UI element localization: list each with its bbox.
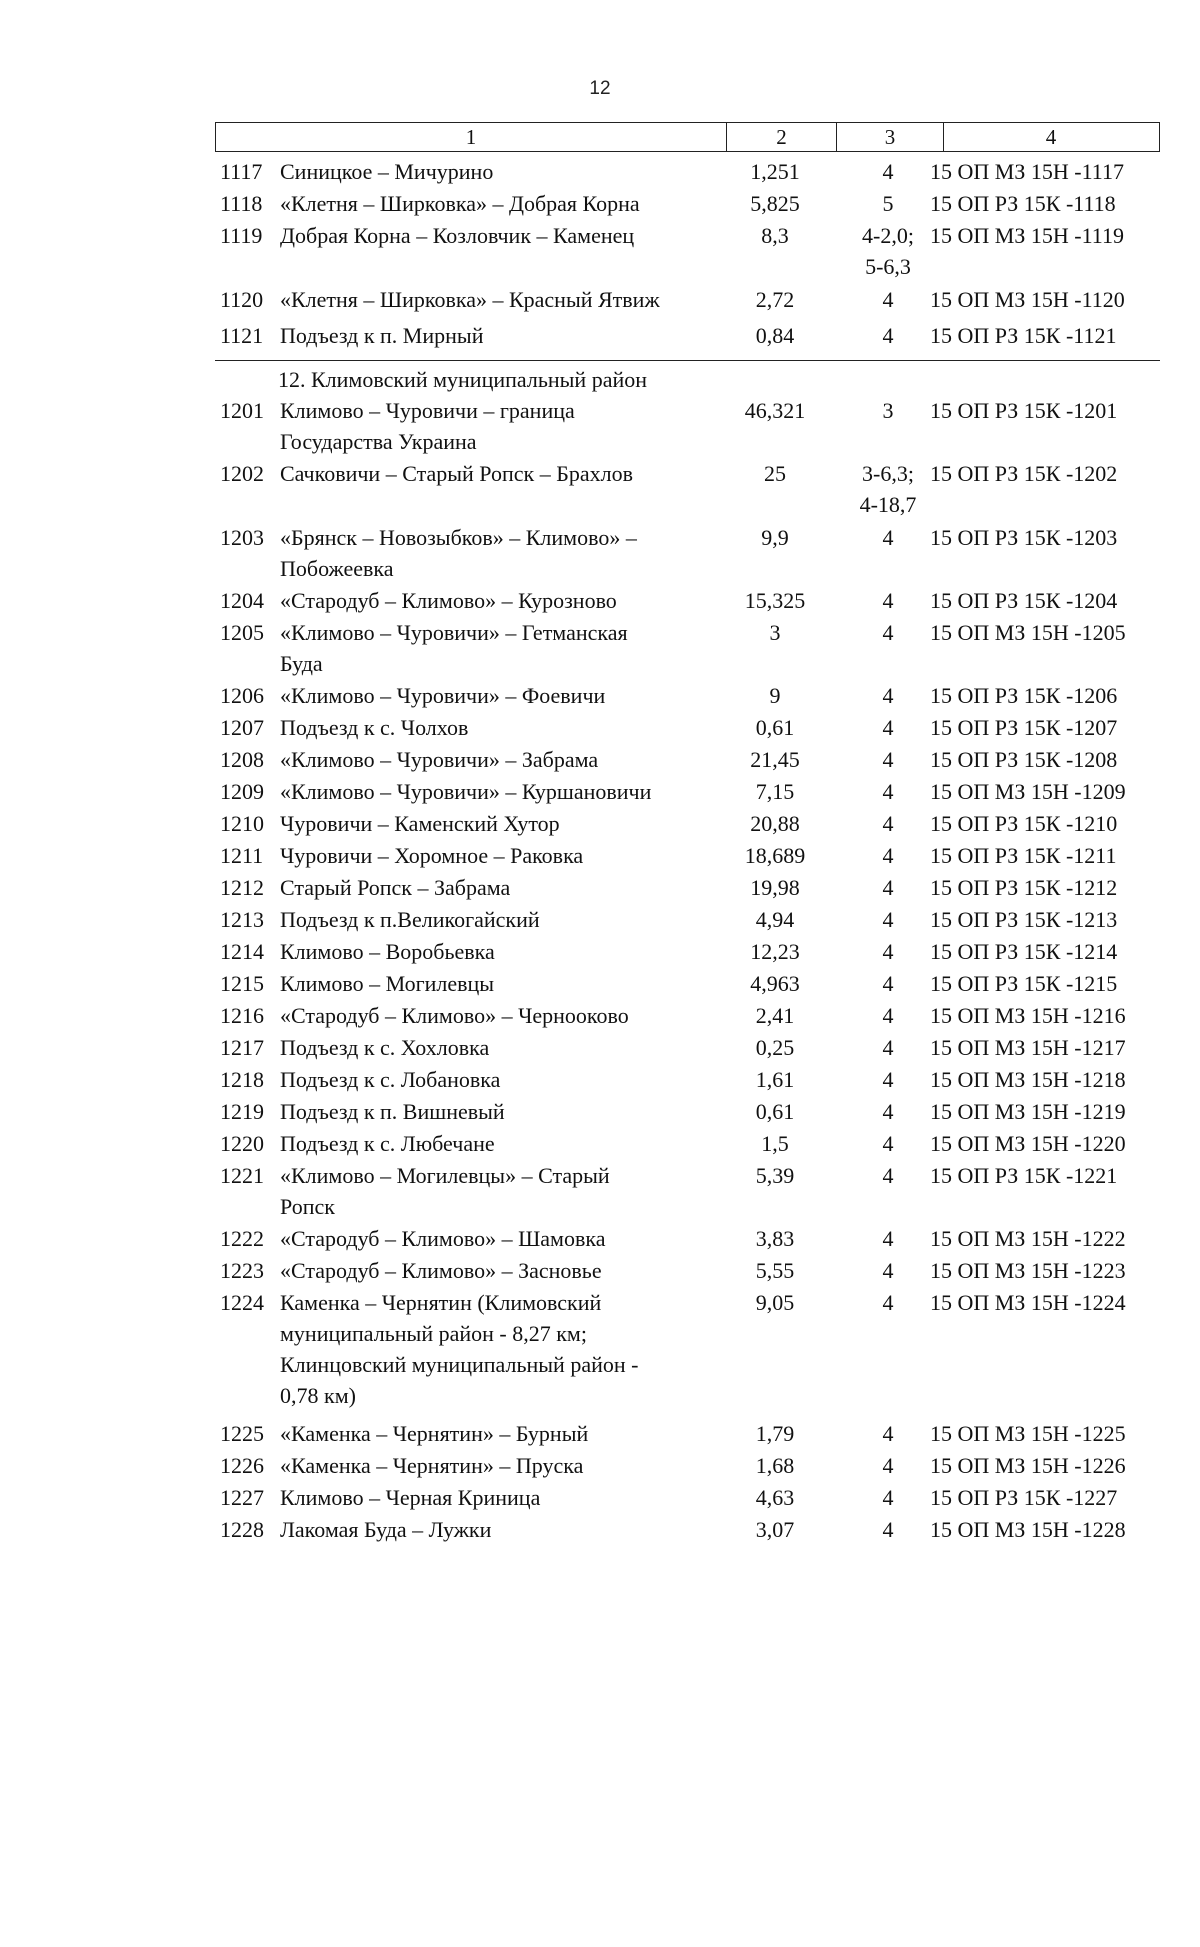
table-row xyxy=(0,776,1200,807)
road-code: 15 ОП РЗ 15К -1202 xyxy=(930,461,1118,486)
road-number: 1214 xyxy=(220,939,264,964)
road-category: 4 xyxy=(882,1226,894,1251)
road-name: Синицкое – Мичурино xyxy=(280,159,494,184)
road-length: 0,61 xyxy=(755,1099,795,1124)
road-number: 1228 xyxy=(220,1517,264,1542)
road-code: 15 ОП МЗ 15Н -1225 xyxy=(930,1421,1126,1446)
page-number: 12 xyxy=(589,78,611,99)
road-category: 4 xyxy=(882,1067,894,1092)
road-number: 1211 xyxy=(220,843,264,868)
road-length: 25 xyxy=(764,461,786,486)
road-code: 15 ОП РЗ 15К -1204 xyxy=(930,588,1118,613)
road-name: «Климово – Чуровичи» – Фоевичи xyxy=(280,683,606,708)
road-name: Лакомая Буда – Лужки xyxy=(280,1517,492,1542)
table-row xyxy=(0,1160,1200,1222)
road-length: 4,963 xyxy=(750,971,800,996)
table-row xyxy=(0,904,1200,935)
road-number: 1224 xyxy=(220,1290,264,1315)
table-row xyxy=(0,220,1200,282)
table-row xyxy=(0,1482,1200,1513)
road-code: 15 ОП МЗ 15Н -1117 xyxy=(930,159,1124,184)
road-code: 15 ОП РЗ 15К -1207 xyxy=(930,715,1118,740)
road-category: 3 xyxy=(882,398,894,423)
road-number: 1119 xyxy=(220,223,263,248)
road-length: 21,45 xyxy=(750,747,800,772)
road-name: Подъезд к п. Вишневый xyxy=(280,1099,505,1124)
road-number: 1204 xyxy=(220,588,264,613)
road-length: 2,72 xyxy=(755,287,795,312)
road-length: 8,3 xyxy=(761,223,789,248)
road-category: 4 xyxy=(882,811,894,836)
road-number: 1117 xyxy=(220,159,263,184)
table-row xyxy=(0,284,1200,315)
road-code: 15 ОП РЗ 15К -1208 xyxy=(930,747,1118,772)
road-length: 19,98 xyxy=(750,875,800,900)
road-code: 15 ОП МЗ 15Н -1216 xyxy=(930,1003,1126,1028)
road-length: 1,79 xyxy=(755,1421,795,1446)
road-code: 15 ОП МЗ 15Н -1217 xyxy=(930,1035,1126,1060)
road-length: 1,5 xyxy=(761,1131,789,1156)
road-length: 0,84 xyxy=(755,323,795,348)
road-number: 1203 xyxy=(220,525,264,550)
road-length: 4,63 xyxy=(755,1485,795,1510)
road-name: Старый Ропск – Забрама xyxy=(280,875,511,900)
section-title: 12. Климовский муниципальный район xyxy=(278,367,648,392)
road-length: 5,825 xyxy=(750,191,800,216)
header-col-4: 4 xyxy=(943,123,1158,151)
road-category: 4 xyxy=(882,1099,894,1124)
road-name: Климово – Чуровичи – граница xyxy=(280,398,575,423)
road-category: 4 xyxy=(882,1035,894,1060)
road-number: 1118 xyxy=(220,191,263,216)
table-row xyxy=(0,1064,1200,1095)
road-length: 2,41 xyxy=(755,1003,795,1028)
road-number: 1225 xyxy=(220,1421,264,1446)
road-length: 3,83 xyxy=(755,1226,795,1251)
header-col-2: 2 xyxy=(726,123,836,151)
road-number: 1209 xyxy=(220,779,264,804)
table-row xyxy=(0,1255,1200,1286)
road-name: Климово – Воробьевка xyxy=(280,939,495,964)
road-category: 4 xyxy=(882,1517,894,1542)
table-row xyxy=(0,617,1200,679)
road-category: 4 xyxy=(882,525,894,550)
road-category: 3-6,3; xyxy=(862,461,914,486)
table-row xyxy=(0,712,1200,743)
road-category: 4 xyxy=(882,971,894,996)
road-length: 0,25 xyxy=(755,1035,795,1060)
road-number: 1217 xyxy=(220,1035,264,1060)
road-category: 4 xyxy=(882,939,894,964)
table-row xyxy=(0,1287,1200,1411)
road-length: 46,321 xyxy=(744,398,806,423)
road-number: 1221 xyxy=(220,1163,264,1188)
road-number: 1207 xyxy=(220,715,264,740)
road-category: 4 xyxy=(882,1485,894,1510)
road-length: 15,325 xyxy=(744,588,806,613)
road-name: «Клетня – Ширковка» – Красный Ятвиж xyxy=(280,287,660,312)
road-category: 4 xyxy=(882,159,894,184)
road-name: Каменка – Чернятин (Климовский xyxy=(280,1290,602,1315)
road-number: 1210 xyxy=(220,811,264,836)
road-code: 15 ОП МЗ 15Н -1218 xyxy=(930,1067,1126,1092)
road-name: «Каменка – Чернятин» – Бурный xyxy=(280,1421,589,1446)
table-row xyxy=(0,872,1200,903)
road-name: Подъезд к с. Любечане xyxy=(280,1131,495,1156)
road-length: 1,251 xyxy=(750,159,800,184)
road-code: 15 ОП РЗ 15К -1211 xyxy=(930,843,1117,868)
road-name: Подъезд к с. Хохловка xyxy=(280,1035,490,1060)
road-name: «Каменка – Чернятин» – Пруска xyxy=(280,1453,584,1478)
table-row xyxy=(0,968,1200,999)
road-name: «Брянск – Новозыбков» – Климово» – xyxy=(280,525,637,550)
road-name: Государства Украина xyxy=(280,429,477,454)
road-number: 1212 xyxy=(220,875,264,900)
road-name: «Стародуб – Климово» – Шамовка xyxy=(280,1226,606,1251)
road-category: 4 xyxy=(882,1258,894,1283)
road-length: 18,689 xyxy=(744,843,806,868)
table-row xyxy=(0,1000,1200,1031)
road-length: 5,55 xyxy=(755,1258,795,1283)
road-category: 4 xyxy=(882,1003,894,1028)
road-category: 4 xyxy=(882,1453,894,1478)
road-length: 9,05 xyxy=(755,1290,795,1315)
table-row xyxy=(0,395,1200,457)
road-name: «Климово – Чуровичи» – Куршановичи xyxy=(280,779,652,804)
road-length: 3,07 xyxy=(755,1517,795,1542)
road-number: 1121 xyxy=(220,323,264,348)
table-row xyxy=(0,1418,1200,1449)
table-row xyxy=(0,522,1200,584)
road-category: 4 xyxy=(882,588,894,613)
table-row xyxy=(0,188,1200,219)
road-category: 4 xyxy=(882,747,894,772)
road-code: 15 ОП РЗ 15К -1118 xyxy=(930,191,1116,216)
road-category: 4 xyxy=(882,323,894,348)
road-name: муниципальный район - 8,27 км; xyxy=(280,1321,587,1346)
road-code: 15 ОП МЗ 15Н -1209 xyxy=(930,779,1126,804)
road-code: 15 ОП МЗ 15Н -1120 xyxy=(930,287,1125,312)
road-number: 1208 xyxy=(220,747,264,772)
table-row xyxy=(0,680,1200,711)
road-code: 15 ОП РЗ 15К -1215 xyxy=(930,971,1118,996)
road-category: 4 xyxy=(882,1131,894,1156)
road-length: 12,23 xyxy=(750,939,800,964)
table-row xyxy=(0,1450,1200,1481)
road-code: 15 ОП РЗ 15К -1213 xyxy=(930,907,1118,932)
road-category: 4 xyxy=(882,843,894,868)
road-category: 4 xyxy=(882,875,894,900)
road-category: 4-2,0; xyxy=(862,223,914,248)
road-code: 15 ОП РЗ 15К -1212 xyxy=(930,875,1118,900)
road-number: 1202 xyxy=(220,461,264,486)
road-name: «Климово – Чуровичи» – Забрама xyxy=(280,747,599,772)
road-name: Чуровичи – Хоромное – Раковка xyxy=(280,843,584,868)
road-category: 4 xyxy=(882,287,894,312)
road-length: 5,39 xyxy=(755,1163,795,1188)
road-code: 15 ОП РЗ 15К -1214 xyxy=(930,939,1118,964)
road-code: 15 ОП РЗ 15К -1210 xyxy=(930,811,1118,836)
road-length: 1,68 xyxy=(755,1453,795,1478)
table-row xyxy=(0,808,1200,839)
road-name: Подъезд к п.Великогайский xyxy=(280,907,540,932)
road-length: 20,88 xyxy=(750,811,800,836)
road-name: Подъезд к с. Лобановка xyxy=(280,1067,501,1092)
road-name: Буда xyxy=(280,651,323,676)
road-code: 15 ОП РЗ 15К -1227 xyxy=(930,1485,1118,1510)
road-name: Подъезд к п. Мирный xyxy=(280,323,484,348)
table-row xyxy=(0,1128,1200,1159)
road-name: Чуровичи – Каменский Хутор xyxy=(280,811,560,836)
road-category: 4 xyxy=(882,683,894,708)
road-code: 15 ОП МЗ 15Н -1119 xyxy=(930,223,1124,248)
road-number: 1220 xyxy=(220,1131,264,1156)
road-category: 4 xyxy=(882,779,894,804)
road-category: 4 xyxy=(882,1163,894,1188)
road-category: 4 xyxy=(882,907,894,932)
table-row xyxy=(0,1223,1200,1254)
table-row xyxy=(0,585,1200,616)
road-category: 4 xyxy=(882,715,894,740)
road-category: 4 xyxy=(882,1290,894,1315)
road-name: Климово – Черная Криница xyxy=(280,1485,541,1510)
table-row xyxy=(0,840,1200,871)
road-code: 15 ОП РЗ 15К -1206 xyxy=(930,683,1118,708)
road-number: 1216 xyxy=(220,1003,264,1028)
road-length: 9 xyxy=(769,683,781,708)
header-col-3: 3 xyxy=(836,123,943,151)
road-number: 1201 xyxy=(220,398,264,423)
road-category: 4 xyxy=(882,1421,894,1446)
road-code: 15 ОП МЗ 15Н -1219 xyxy=(930,1099,1126,1124)
road-code: 15 ОП МЗ 15Н -1223 xyxy=(930,1258,1126,1283)
road-number: 1222 xyxy=(220,1226,264,1251)
road-number: 1205 xyxy=(220,620,264,645)
road-name: «Клетня – Ширковка» – Добрая Корна xyxy=(280,191,640,216)
road-name: Подъезд к с. Чолхов xyxy=(280,715,469,740)
road-code: 15 ОП МЗ 15Н -1222 xyxy=(930,1226,1126,1251)
road-name: «Стародуб – Климово» – Чернооково xyxy=(280,1003,629,1028)
road-number: 1215 xyxy=(220,971,264,996)
road-code: 15 ОП МЗ 15Н -1205 xyxy=(930,620,1126,645)
table-row xyxy=(0,1096,1200,1127)
road-name: «Стародуб – Климово» – Курозново xyxy=(280,588,617,613)
road-code: 15 ОП РЗ 15К -1121 xyxy=(930,323,1117,348)
header-col-1: 1 xyxy=(465,125,477,149)
road-name: «Климово – Чуровичи» – Гетманская xyxy=(280,620,628,645)
road-category: 4 xyxy=(882,620,894,645)
table-row xyxy=(0,458,1200,520)
road-code: 15 ОП РЗ 15К -1221 xyxy=(930,1163,1118,1188)
road-code: 15 ОП МЗ 15Н -1228 xyxy=(930,1517,1126,1542)
road-name: «Стародуб – Климово» – Засновье xyxy=(280,1258,602,1283)
road-code: 15 ОП МЗ 15Н -1224 xyxy=(930,1290,1126,1315)
road-number: 1120 xyxy=(220,287,264,312)
road-number: 1219 xyxy=(220,1099,264,1124)
road-category: 5 xyxy=(882,191,894,216)
table-row xyxy=(0,936,1200,967)
road-name: Побожеевка xyxy=(280,556,394,581)
road-number: 1218 xyxy=(220,1067,264,1092)
road-name: Ропск xyxy=(280,1194,335,1219)
road-category: 5-6,3 xyxy=(865,254,911,279)
road-length: 4,94 xyxy=(755,907,795,932)
road-code: 15 ОП РЗ 15К -1201 xyxy=(930,398,1118,423)
road-code: 15 ОП РЗ 15К -1203 xyxy=(930,525,1118,550)
table-row xyxy=(0,156,1200,187)
road-name: Сачковичи – Старый Ропск – Брахлов xyxy=(280,461,633,486)
table-header xyxy=(215,122,1160,152)
road-length: 7,15 xyxy=(755,779,795,804)
road-length: 3 xyxy=(769,620,781,645)
road-name: Климово – Могилевцы xyxy=(280,971,495,996)
road-category: 4-18,7 xyxy=(859,492,917,517)
road-number: 1223 xyxy=(220,1258,264,1283)
divider-line xyxy=(215,360,1160,361)
road-length: 1,61 xyxy=(755,1067,795,1092)
table-row xyxy=(0,320,1200,351)
road-length: 9,9 xyxy=(761,525,789,550)
road-code: 15 ОП МЗ 15Н -1226 xyxy=(930,1453,1126,1478)
road-name: 0,78 км) xyxy=(280,1383,356,1408)
table-row xyxy=(0,744,1200,775)
table-row xyxy=(0,1514,1200,1545)
table-row xyxy=(0,1032,1200,1063)
road-length: 0,61 xyxy=(755,715,795,740)
road-code: 15 ОП МЗ 15Н -1220 xyxy=(930,1131,1126,1156)
road-number: 1206 xyxy=(220,683,264,708)
road-name: «Климово – Могилевцы» – Старый xyxy=(280,1163,610,1188)
road-number: 1213 xyxy=(220,907,264,932)
road-name: Клинцовский муниципальный район - xyxy=(280,1352,639,1377)
road-number: 1226 xyxy=(220,1453,264,1478)
road-name: Добрая Корна – Козловчик – Каменец xyxy=(280,223,635,248)
road-number: 1227 xyxy=(220,1485,264,1510)
